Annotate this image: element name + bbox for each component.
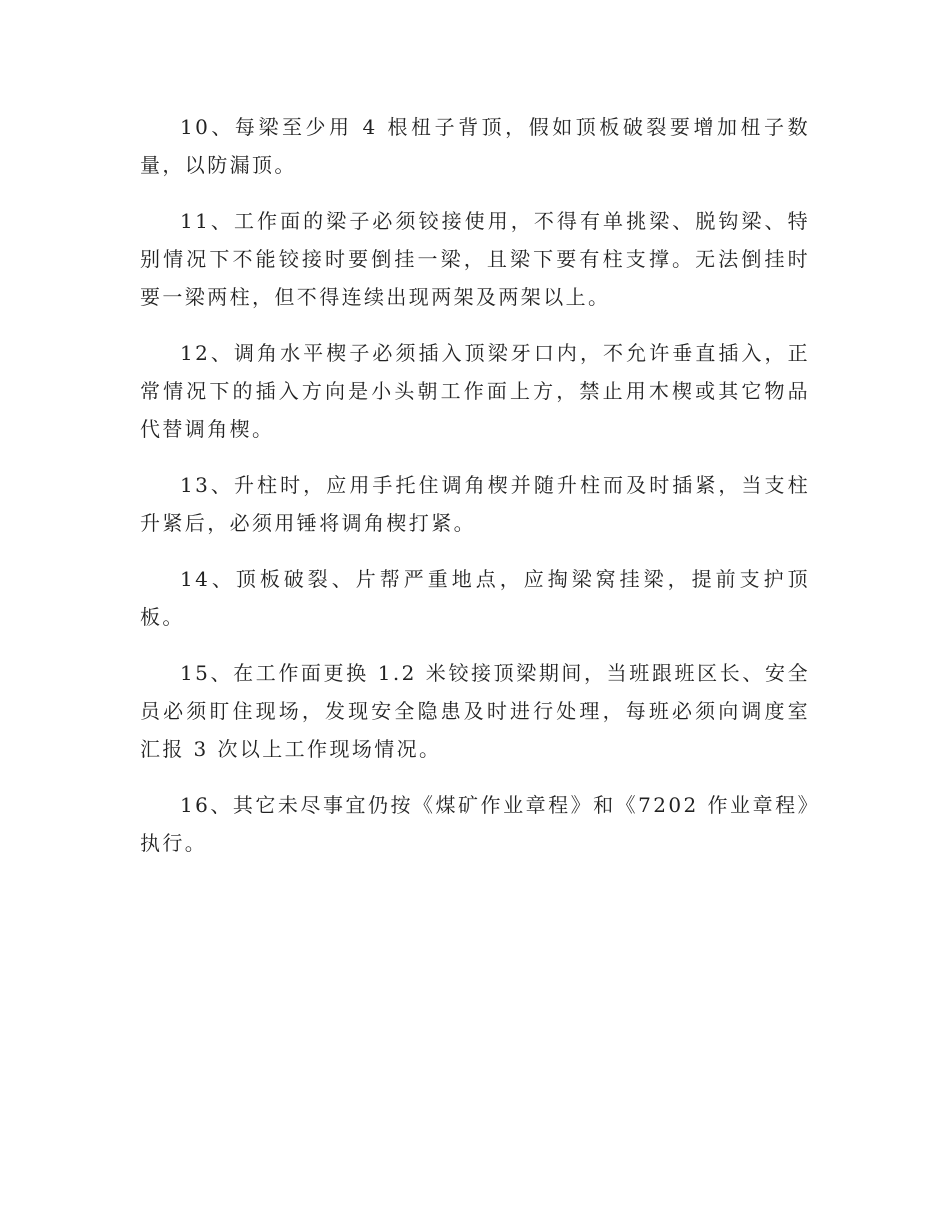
paragraph-item-15: 15、在工作面更换 1.2 米铰接顶梁期间，当班跟班区长、安全员必须盯住现场，发现安全隐患及时进行处理，每班必须向调度室汇报 3 次以上工作现场情况。 (140, 661, 810, 761)
paragraph-item-13: 13、升柱时，应用手托住调角楔并随升柱而及时插紧，当支柱升紧后，必须用锤将调角楔打紧。 (140, 473, 810, 535)
paragraph-item-14: 14、顶板破裂、片帮严重地点，应掏梁窝挂梁，提前支护顶板。 (140, 567, 810, 629)
paragraph-item-12: 12、调角水平楔子必须插入顶梁牙口内，不允许垂直插入，正常情况下的插入方向是小头朝工作面上方，禁止用木楔或其它物品代替调角楔。 (140, 341, 810, 441)
paragraph-item-10: 10、每梁至少用 4 根杻子背顶，假如顶板破裂要增加杻子数量，以防漏顶。 (140, 115, 810, 177)
paragraph-item-11: 11、工作面的梁子必须铰接使用，不得有单挑梁、脱钩梁、特别情况下不能铰接时要倒挂一梁，且梁下要有柱支撑。无法倒挂时要一梁两柱，但不得连续出现两架及两架以上。 (140, 209, 810, 309)
paragraph-item-16: 16、其它未尽事宜仍按《煤矿作业章程》和《7202 作业章程》执行。 (140, 793, 810, 855)
document-body (140, 108, 810, 880)
